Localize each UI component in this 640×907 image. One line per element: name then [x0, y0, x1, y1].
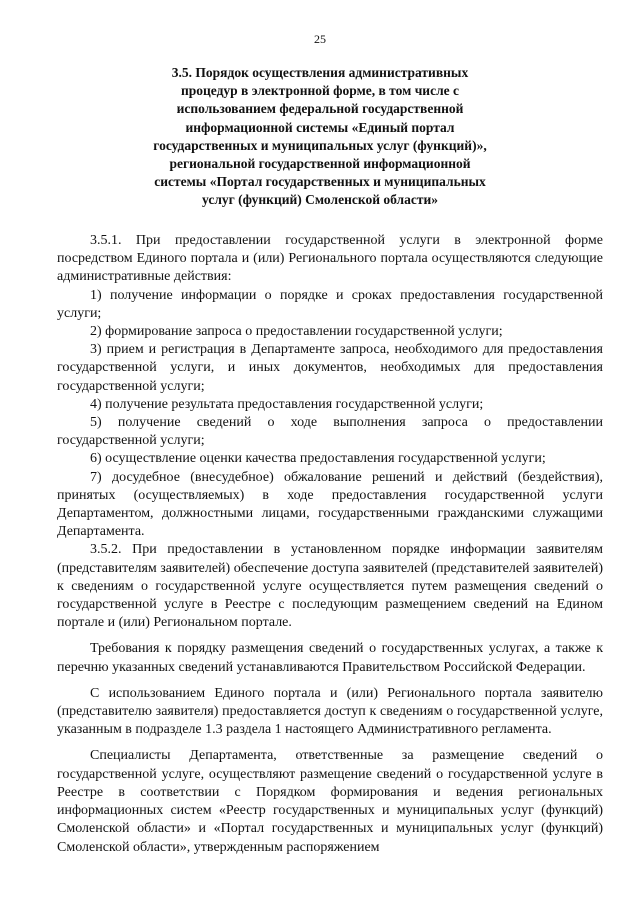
- list-item-5: 5) получение сведений о ходе выполнения запроса о предоставлении государственной услуги;: [57, 415, 603, 449]
- list-item-4: 4) получение результата предоставления государственной услуги;: [90, 396, 484, 412]
- list-item-2: 2) формирование запроса о предоставлении государственной услуги;: [90, 324, 503, 340]
- paragraph-3-5-2: 3.5.2. При предоставлении в установленном порядке информации заявителям (представителям заявителей) обеспечение доступа заявителей (представителей заявителей) к сведениям о государственной услуге осуществляется путем размещения сведений о государственной услуге в Реестре с последующим размещением сведений на Едином портале и (или) Региональном портале.: [57, 542, 603, 631]
- paragraph-3-5-1: 3.5.1. При предоставлении государственной услуги в электронной форме посредством Единого портала и (или) Регионального портала осуществляются следующие административные действия:: [57, 233, 603, 285]
- paragraph-specialists: Специалисты Департамента, ответственные за размещение сведений о государственной услуге, осуществляют размещение сведений о государственной услуге в Реестре в соответствии с Порядком формирования и ведения региональных информационных систем «Реестр государственных и муниципальных услуг (функций) Смоленской области» и «Портал государственных и муниципальных услуг (функций) Смоленской области», утвержденным распоряжением: [57, 748, 603, 855]
- list-item-6: 6) осуществление оценки качества предоставления государственной услуги;: [90, 451, 546, 467]
- section-heading: 3.5. Порядок осуществления административных процедур в электронной форме, в том числе с использованием федеральной государственной информационной системы «Единый портал государственных и муниципальных услуг (функций)», региональной государственной информационной системы «Портал государственных и муниципальных услуг (функций) Смоленской области»: [153, 65, 487, 208]
- list-item-1: 1) получение информации о порядке и сроках предоставления государственной услуги;: [57, 287, 603, 321]
- list-item-7: 7) досудебное (внесудебное) обжалование решений и действий (бездействия), принятых (осуществляемых) в ходе предоставления государственной услуги Департаментом, должностными лицами, государственными гражданскими служащими Департамента.: [57, 469, 603, 540]
- page-number: 25: [314, 32, 326, 46]
- paragraph-access: С использованием Единого портала и (или) Регионального портала заявителю (представителю заявителя) предоставляется доступ к сведениям о государственной услуге, указанным в подразделе 1.3 раздела 1 настоящего Административного регламента.: [57, 685, 603, 738]
- paragraph-requirements: Требования к порядку размещения сведений о государственных услугах, а также к перечню указанных сведений устанавливаются Правительством Российской Федерации.: [57, 641, 603, 675]
- document-body: [57, 232, 603, 857]
- list-item-3: 3) прием и регистрация в Департаменте запроса, необходимого для предоставления государственной услуги, и иных документов, необходимых для предоставления государственной услуги;: [57, 342, 603, 394]
